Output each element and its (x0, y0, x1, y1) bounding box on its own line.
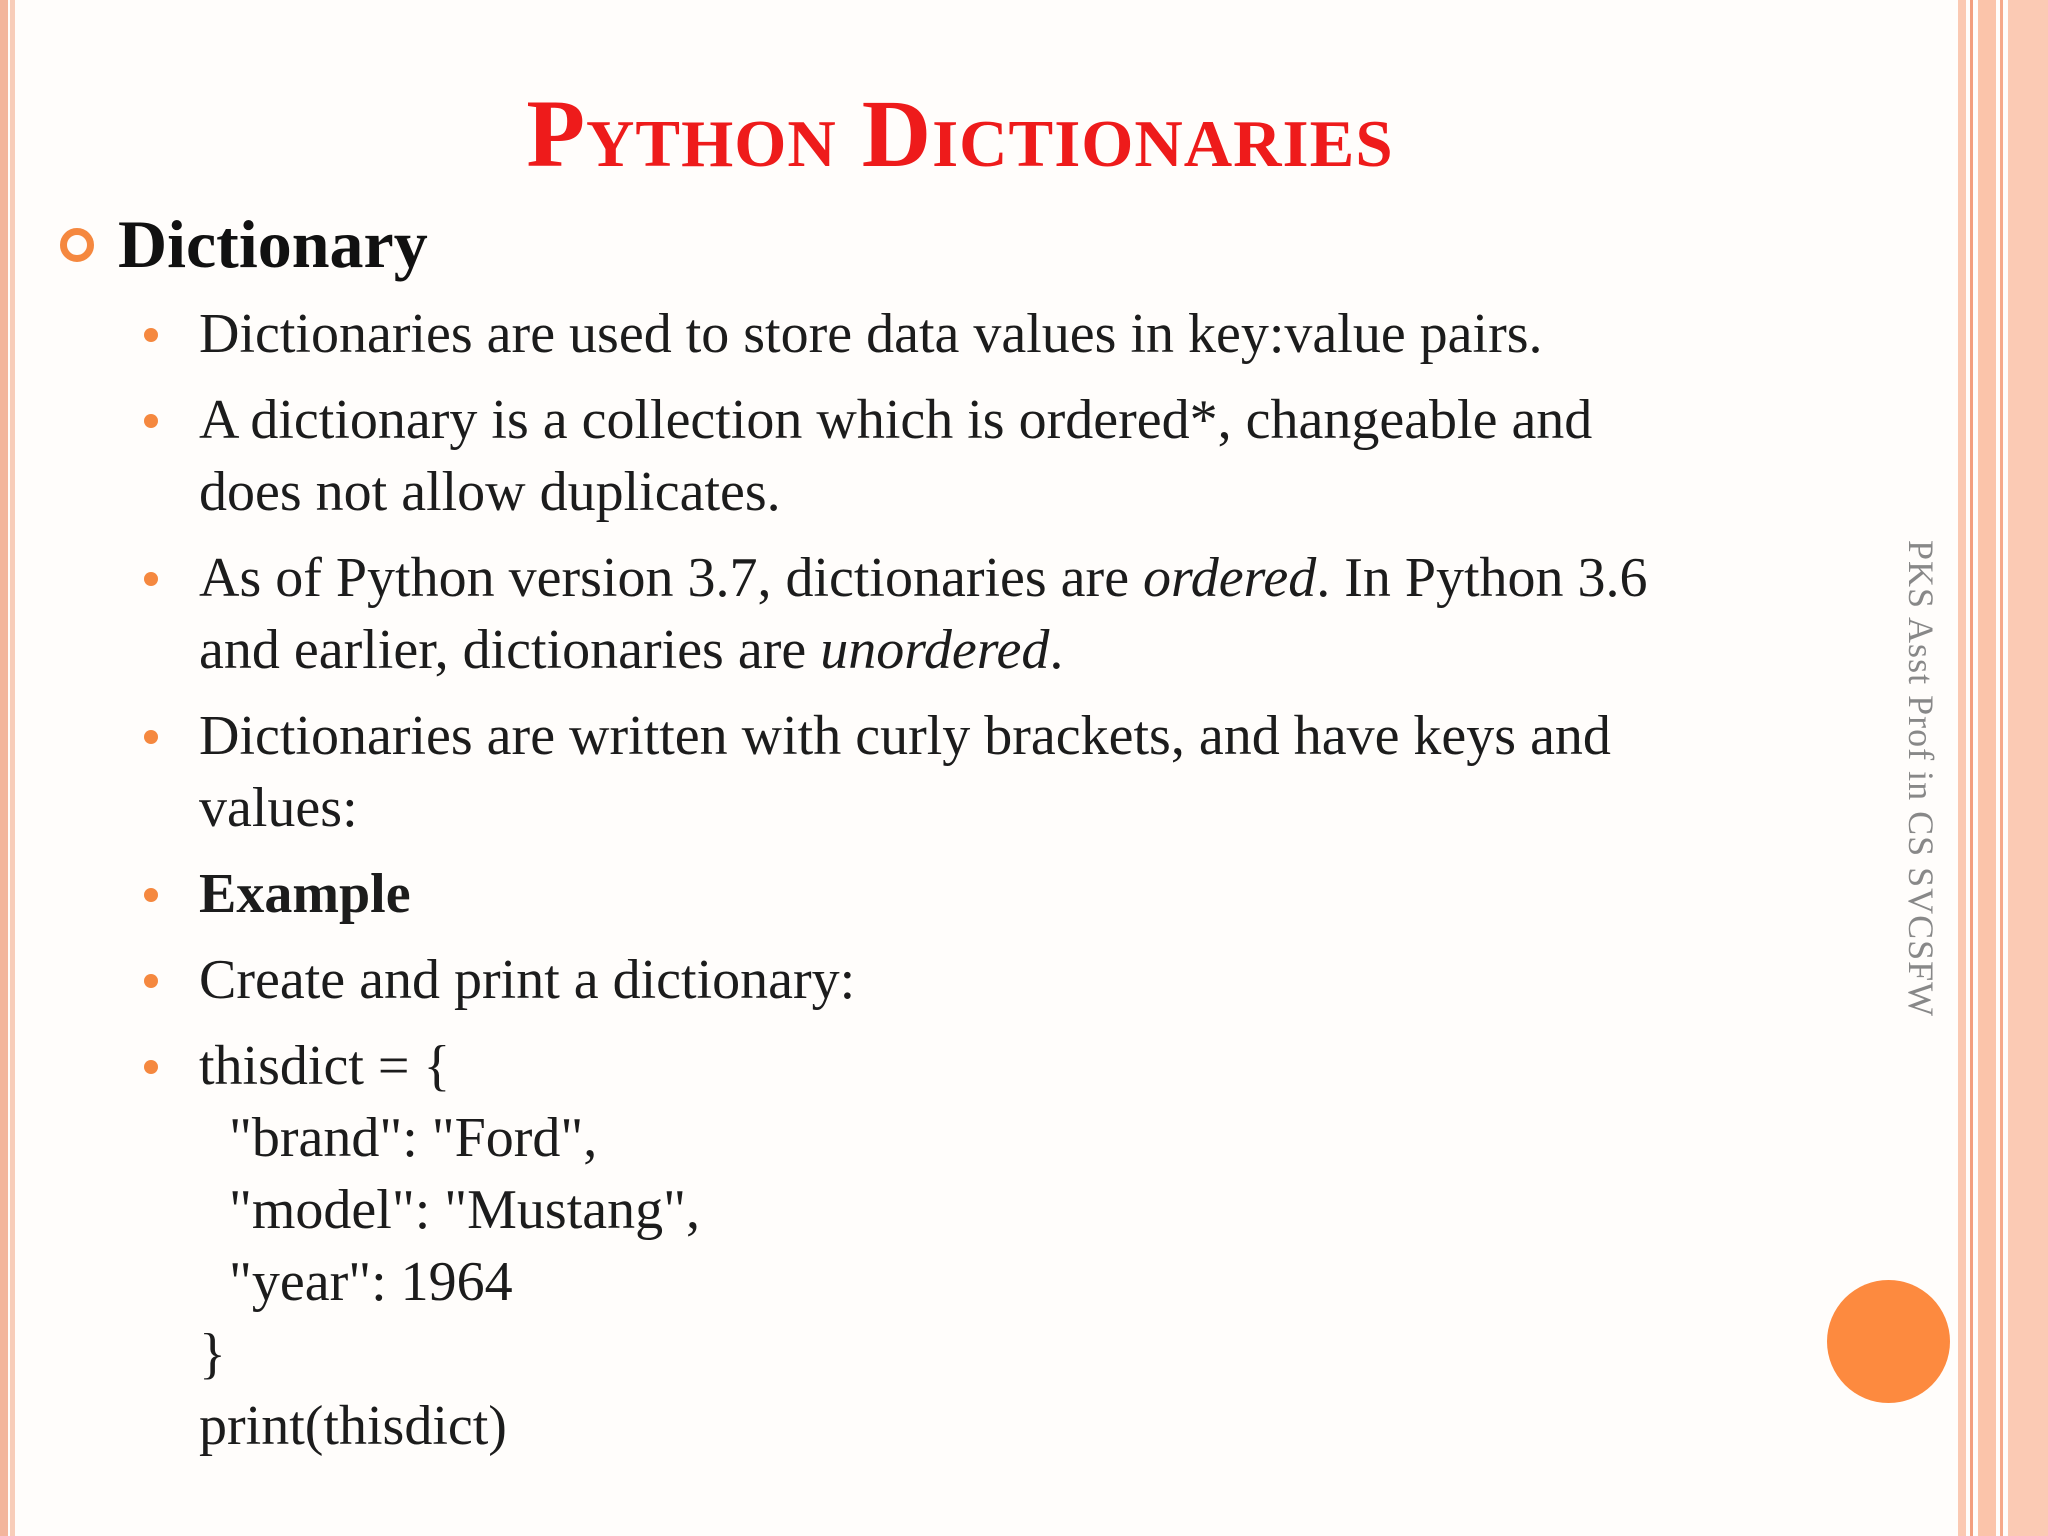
list-item (140, 384, 1970, 528)
bullet-text: Dictionaries are used to store data values in key:value pairs. (199, 303, 1543, 365)
dot-bullet-icon (144, 414, 158, 428)
dot-bullet-icon (144, 1060, 158, 1074)
dot-bullet-icon (144, 730, 158, 744)
section-heading (60, 205, 428, 284)
text-run: As of Python version 3.7, dictionaries are (199, 547, 1144, 609)
slide-title: Python Dictionaries (526, 80, 1394, 187)
bullet-text-line (199, 614, 1970, 686)
code-line: print(thisdict) (199, 1395, 507, 1457)
code-line: "model": "Mustang", (229, 1179, 700, 1241)
bullet-text: A dictionary is a collection which is ordered*, changeable and (199, 389, 1593, 451)
right-border-stripe-2 (1970, 0, 1973, 1536)
bullet-text-line (199, 542, 1970, 614)
decorative-circle (1827, 1280, 1950, 1403)
left-border-stripe-inner (10, 0, 15, 1536)
emphasis: unordered (820, 619, 1050, 681)
code-line: "brand": "Ford", (229, 1107, 598, 1169)
list-item (140, 700, 1970, 844)
list-item (140, 858, 1970, 930)
code-line: "year": 1964 (229, 1251, 513, 1313)
list-item (140, 298, 1970, 370)
vertical-footer-text: PKS Asst Prof in CS SVCSFW (1901, 540, 1941, 1018)
text-run: . (1049, 619, 1064, 681)
right-border-stripe-5 (2008, 0, 2048, 1536)
bullet-text: Dictionaries are written with curly brackets, and have keys and (199, 705, 1611, 767)
right-border-stripe-4 (2000, 0, 2003, 1536)
left-border-stripe (0, 0, 8, 1536)
code-line: thisdict = { (199, 1035, 451, 1097)
bullet-text: does not allow duplicates. (199, 461, 781, 523)
list-item (140, 1030, 1970, 1462)
dot-bullet-icon (144, 328, 158, 342)
bullet-text: Create and print a dictionary: (199, 949, 856, 1011)
dot-bullet-icon (144, 572, 158, 586)
list-item (140, 542, 1970, 686)
bullet-list (140, 298, 1970, 1476)
dot-bullet-icon (144, 888, 158, 902)
bullet-text: values: (199, 777, 358, 839)
list-item (140, 944, 1970, 1016)
dot-bullet-icon (144, 974, 158, 988)
example-label: Example (199, 863, 411, 925)
right-border-stripe-3 (1978, 0, 1996, 1536)
section-label: Dictionary (118, 206, 428, 282)
ring-bullet-icon (60, 228, 94, 262)
emphasis: ordered (1143, 547, 1317, 609)
text-run: and earlier, dictionaries are (199, 619, 821, 681)
code-line: } (199, 1323, 226, 1385)
text-run: . In Python 3.6 (1316, 547, 1648, 609)
